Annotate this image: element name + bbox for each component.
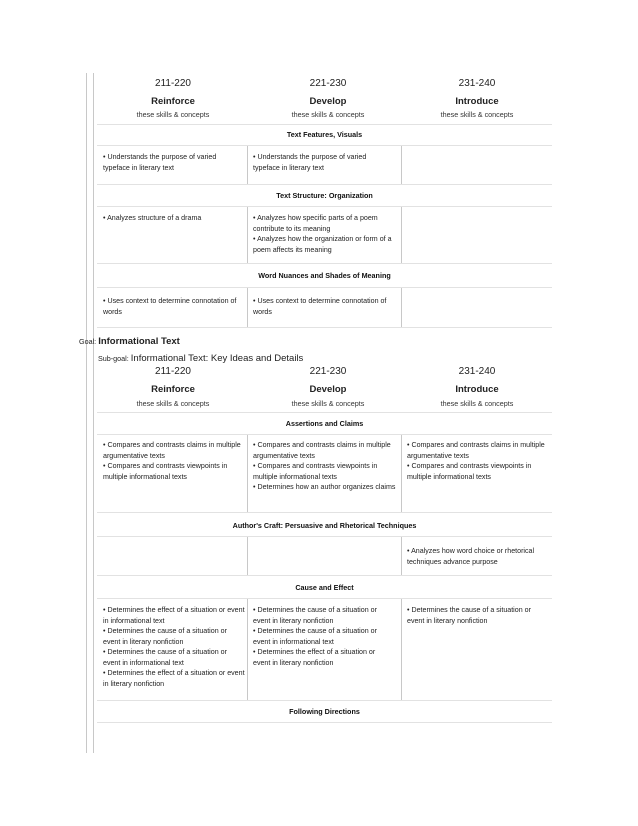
range-label: 221-230: [309, 366, 347, 377]
table-cell: • Analyzes how specific parts of a poem contribute to its meaning • Analyzes how the organization or form of a poem affects its meaning: [253, 214, 392, 254]
section-title: Following Directions: [289, 707, 360, 716]
table-cell: • Compares and contrasts claims in multiple argumentative texts • Compares and contrasts viewpoints in multiple informational texts • Determines how an author organizes claims: [253, 441, 396, 491]
row-divider: [97, 598, 552, 599]
table-cell: • Analyzes structure of a drama: [103, 214, 202, 222]
row-divider: [97, 263, 552, 264]
range-label: 211-220: [155, 366, 191, 377]
row-divider: [97, 434, 552, 435]
section-title: Text Structure: Organization: [276, 191, 373, 200]
range-label: 231-240: [458, 78, 496, 89]
table-cell: • Analyzes how word choice or rhetorical techniques advance purpose: [407, 547, 537, 566]
row-divider: [97, 722, 552, 723]
column-divider: [401, 288, 402, 327]
subgoal-prefix: Sub-goal:: [98, 354, 129, 363]
column-heading: Reinforce: [151, 384, 195, 395]
table-cell: • Compares and contrasts claims in multiple argumentative texts • Compares and contrasts viewpoints in multiple informational texts: [407, 441, 545, 481]
table-cell: • Understands the purpose of varied typeface in literary text: [253, 153, 369, 172]
column-divider: [401, 146, 402, 184]
table-cell: • Determines the cause of a situation or event in literary nonfiction: [407, 606, 533, 625]
table-cell: • Compares and contrasts claims in multiple argumentative texts • Compares and contrasts viewpoints in multiple informational texts: [103, 441, 241, 481]
column-divider: [247, 146, 248, 184]
left-margin-rule: [86, 73, 87, 753]
subgoal-heading: [98, 353, 303, 364]
row-divider: [97, 124, 552, 125]
column-divider: [247, 288, 248, 327]
section-title: Assertions and Claims: [285, 419, 364, 428]
left-margin-rule: [93, 73, 94, 753]
table-cell: • Understands the purpose of varied typeface in literary text: [103, 153, 219, 172]
row-divider: [97, 145, 552, 146]
goal-title: Informational Text: [98, 336, 180, 347]
column-divider: [247, 537, 248, 575]
column-divider: [401, 207, 402, 263]
column-heading: Develop: [309, 384, 347, 395]
column-heading: Introduce: [455, 384, 499, 395]
column-divider: [247, 207, 248, 263]
column-subheading: these skills & concepts: [440, 399, 514, 408]
table-cell: • Uses context to determine connotation of words: [253, 297, 389, 316]
column-subheading: these skills & concepts: [291, 399, 365, 408]
row-divider: [97, 512, 552, 513]
goal-heading: [79, 336, 180, 347]
column-subheading: these skills & concepts: [136, 399, 210, 408]
row-divider: [97, 575, 552, 576]
section-title: Author's Craft: Persuasive and Rhetorical Techniques: [232, 521, 417, 530]
column-heading: Reinforce: [151, 96, 195, 107]
range-label: 221-230: [309, 78, 347, 89]
goal-prefix: Goal:: [79, 337, 97, 346]
column-heading: Develop: [309, 96, 347, 107]
range-label: 231-240: [458, 366, 496, 377]
column-subheading: these skills & concepts: [136, 110, 210, 119]
row-divider: [97, 327, 552, 328]
row-divider: [97, 206, 552, 207]
subgoal-title: Informational Text: Key Ideas and Details: [130, 353, 304, 364]
row-divider: [97, 700, 552, 701]
column-subheading: these skills & concepts: [440, 110, 514, 119]
row-divider: [97, 412, 552, 413]
column-divider: [401, 537, 402, 575]
table-cell: • Determines the cause of a situation or event in literary nonfiction • Determines the cause of a situation or event in informational text • Determines the effect of a situation or event in literary nonfiction: [253, 606, 377, 667]
section-title: Cause and Effect: [295, 583, 354, 592]
column-divider: [247, 435, 248, 512]
row-divider: [97, 536, 552, 537]
column-divider: [401, 435, 402, 512]
column-heading: Introduce: [455, 96, 499, 107]
section-title: Text Features, Visuals: [286, 130, 363, 139]
table-cell: • Determines the effect of a situation or event in informational text • Determines the cause of a situation or event in literary nonfiction • Determines the cause of a situation or event in informational text • Determines the effect of a situation or event in literary nonfiction: [103, 606, 245, 688]
column-divider: [247, 599, 248, 700]
column-divider: [401, 599, 402, 700]
row-divider: [97, 287, 552, 288]
column-subheading: these skills & concepts: [291, 110, 365, 119]
row-divider: [97, 184, 552, 185]
section-title: Word Nuances and Shades of Meaning: [258, 271, 391, 280]
table-cell: • Uses context to determine connotation of words: [103, 297, 239, 316]
range-label: 211-220: [155, 78, 191, 89]
